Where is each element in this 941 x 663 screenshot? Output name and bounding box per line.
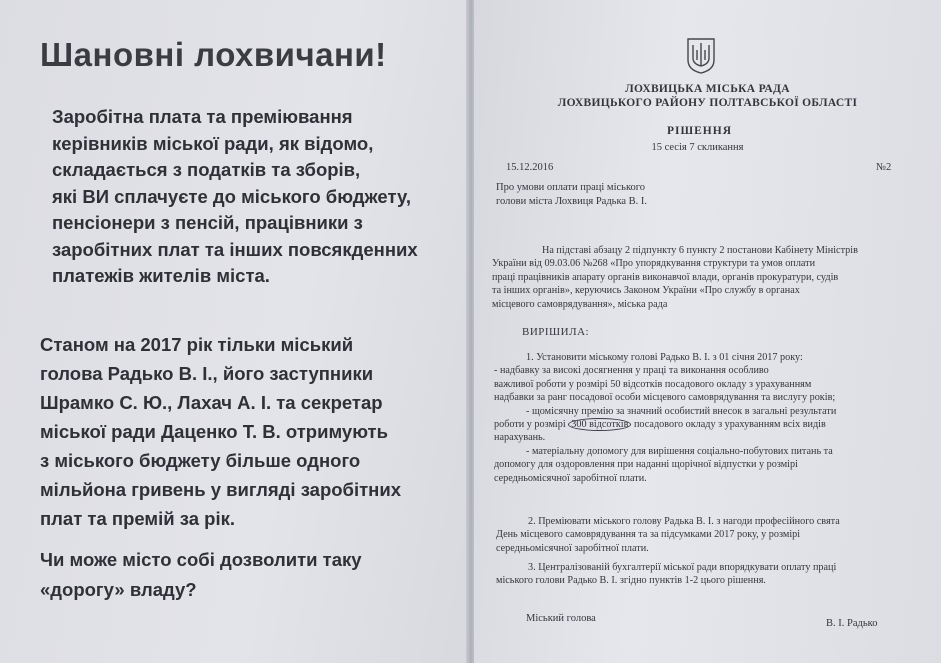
text-line: День місцевого самоврядування та за підсумками 2017 року, у розмірі xyxy=(496,529,801,541)
text-line: «дорогу» владу? xyxy=(40,579,197,600)
text-line: складається з податків та зборів, xyxy=(52,159,361,180)
text-fragment: роботи у розмірі xyxy=(494,419,569,431)
text-line: - надбавку за високі досягнення у праці та виконання особливо xyxy=(494,365,769,377)
text-line: голова Радько В. І., його заступники xyxy=(40,363,374,384)
text-line: важливої роботи у розмірі 50 відсотків посадового окладу з урахуванням xyxy=(494,378,812,390)
district-name: ЛОХВИЦЬКОГО РАЙОНУ ПОЛТАВСЬКОЇ ОБЛАСТІ xyxy=(557,97,858,109)
text-line: місцевого самоврядування», міська рада xyxy=(492,298,668,310)
text-line-circled xyxy=(494,418,836,431)
text-line: 3. Централізованій бухгалтерії міської ради впорядкувати оплату праці xyxy=(528,562,837,573)
decision-number: №2 xyxy=(876,162,892,173)
item-1 xyxy=(494,351,836,485)
text-line: Чи може місто собі дозволити таку xyxy=(40,549,362,570)
text-line: праці працівників апарату органів виконавчої влади, органів прокуратури, судів xyxy=(492,271,839,283)
text-line: та інших органів», керуючись Законом України «Про службу в органах xyxy=(492,285,800,297)
item-3 xyxy=(496,561,836,588)
text-line: з міського бюджету більше одного xyxy=(40,450,361,471)
text-fragment: посадового окладу з урахуванням всіх видів xyxy=(631,419,826,431)
text-line: середньомісячної заробітної плати. xyxy=(496,542,649,554)
resolved-heading: ВИРІШИЛА: xyxy=(522,326,590,338)
council-name: ЛОХВИЦЬКА МІСЬКА РАДА xyxy=(625,83,790,95)
text-line: мільйона гривень у вигляді заробітних xyxy=(40,479,402,500)
text-line: нарахувань. xyxy=(494,432,546,444)
document-type: РІШЕННЯ xyxy=(667,125,732,137)
decision-document xyxy=(474,0,941,663)
text-line: середньомісячної заробітної плати. xyxy=(494,472,647,484)
text-line: які ВИ сплачуєте до міського бюджету, xyxy=(52,185,411,207)
circled-percentage: 300 відсотків xyxy=(568,418,631,431)
text-line: На підставі абзацу 2 підпункту 6 пункту 2 постанови Кабінету Міністрів xyxy=(542,245,858,256)
text-line: голови міста Лохвиця Радька В. І. xyxy=(496,196,648,207)
text-line: допомогу для оздоровлення при наданні щорічної відпустки у розмірі xyxy=(494,459,798,471)
trident-emblem-icon xyxy=(686,36,716,74)
text-line: міської ради Даценко Т. В. отримують xyxy=(40,421,388,442)
text-line: надбавки за ранг посадової особи місцевого самоврядування та вислугу років; xyxy=(494,392,836,404)
decision-subject xyxy=(496,181,647,209)
text-line: міського голови Радько В. І. згідно пунктів 1-2 цього рішення. xyxy=(496,575,766,587)
text-line: пенсіонери з пенсій, працівники з xyxy=(52,212,363,233)
preamble xyxy=(492,244,858,311)
text-line: Про умови оплати праці міського xyxy=(496,182,646,193)
leaflet-page xyxy=(0,0,470,663)
decision-date: 15.12.2016 xyxy=(506,162,554,173)
text-line: Заробітна плата та преміювання xyxy=(52,106,353,127)
leaflet-question xyxy=(40,545,362,605)
text-line: - щомісячну премію за значний особистий внесок в загальні результати xyxy=(526,405,837,417)
text-line: 1. Установити міському голові Радько В. І. з 01 січня 2017 року: xyxy=(526,352,803,363)
text-line: Станом на 2017 рік тільки міський xyxy=(40,334,354,355)
text-line: плат та премій за рік. xyxy=(40,508,235,529)
leaflet-paragraph-1 xyxy=(52,104,418,290)
session-line: 15 сесія 7 скликання xyxy=(651,142,744,153)
text-line: платежів жителів міста. xyxy=(52,265,270,286)
text-line: України від 09.03.06 №268 «Про упорядкування структури та умов оплати xyxy=(492,258,816,270)
item-2 xyxy=(496,515,840,555)
signature-name: В. І. Радько xyxy=(826,618,878,629)
text-line: Шрамко С. Ю., Лахач А. І. та секретар xyxy=(40,392,383,413)
leaflet-paragraph-2 xyxy=(40,330,401,533)
text-line: 2. Преміювати міського голову Радька В. І. з нагоди професійного свята xyxy=(528,516,840,527)
text-line: - матеріальну допомогу для вирішення соціально-побутових питань та xyxy=(526,445,833,457)
text-line: заробітних плат та інших повсякденних xyxy=(52,238,418,260)
signature-role: Міський голова xyxy=(526,613,596,624)
leaflet-title: Шановні лохвичани! xyxy=(40,36,387,73)
text-line: керівників міської ради, як відомо, xyxy=(52,132,374,154)
